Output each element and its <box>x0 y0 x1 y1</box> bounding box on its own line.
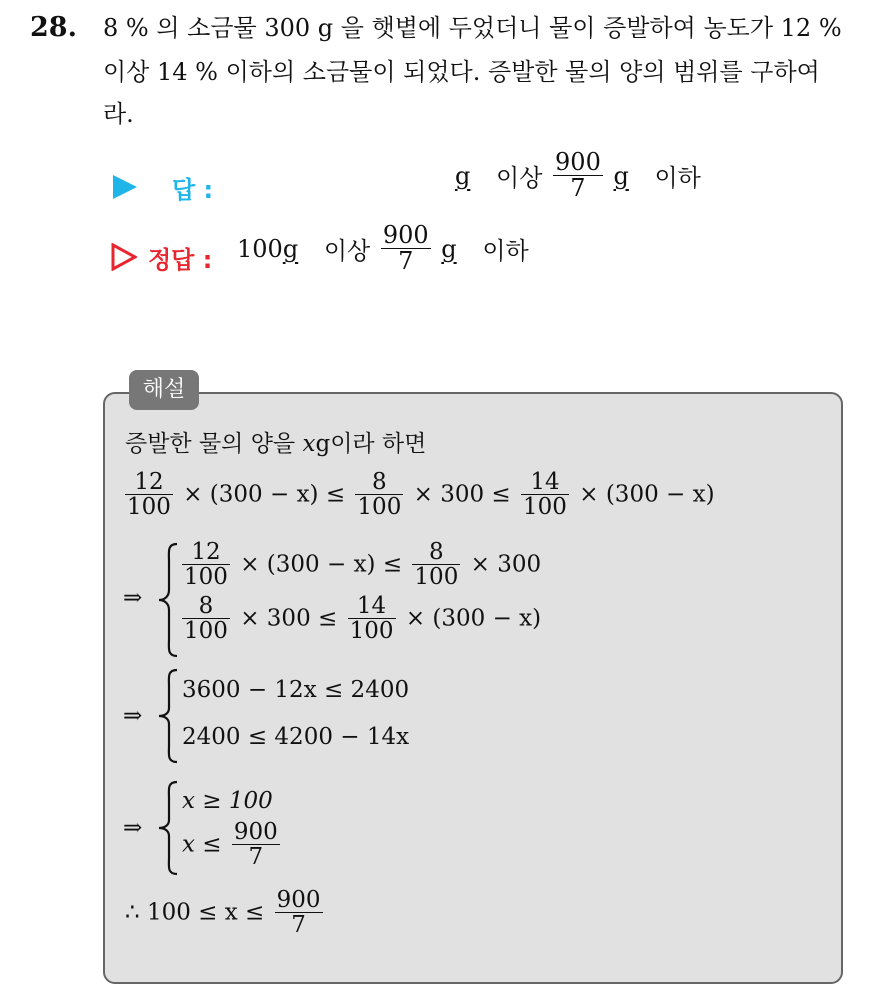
hollow-triangle-icon <box>111 243 137 271</box>
answer-fraction <box>553 150 603 201</box>
explanation-intro <box>125 425 426 458</box>
answer-frac-num: 900 <box>555 148 601 176</box>
question-line-3: 라. <box>103 100 134 128</box>
system1-eq-a: $\frac{12}{100}$ × (300 − x) ≤ $\frac{8}{100}$ × 300 <box>184 539 542 591</box>
arrow-3: ⇒ <box>123 815 143 841</box>
correct-answer-label: 정답 : <box>148 246 213 274</box>
frac-12-100: $\frac{12}{100}$ <box>127 469 171 521</box>
answer-blank-expression <box>455 150 701 201</box>
correct-unit: g <box>282 234 299 263</box>
correct-frac-den: 7 <box>398 247 414 276</box>
answer-between: 이상 <box>496 164 543 193</box>
arrow-1: ⇒ <box>123 585 143 611</box>
question-number: 28. <box>30 12 77 43</box>
correct-frac-num: 900 <box>382 221 429 249</box>
brace-1-icon <box>157 542 179 658</box>
explanation-tab: 해설 <box>129 370 199 410</box>
l1-mid-3: × (300 − x) <box>579 481 715 508</box>
play-triangle-icon <box>113 175 137 199</box>
answer-end: 이하 <box>654 164 701 193</box>
correct-fraction <box>381 223 431 274</box>
answer-frac-den: 7 <box>570 174 586 203</box>
brace-3-icon <box>157 780 179 876</box>
answer-unit: g <box>455 161 471 190</box>
system3-eq-a: x ≥ 100 <box>182 788 273 814</box>
intro-variable: x <box>302 431 316 457</box>
answer-label: 답 : <box>172 176 214 204</box>
correct-value: 100 <box>237 234 283 263</box>
answer-unit-2: g <box>613 161 629 190</box>
system2-eq-b: 2400 ≤ 4200 − 14x <box>182 724 410 750</box>
correct-between: 이상 <box>323 237 371 266</box>
system3-eq-b: x ≤ $\frac{900}{7}$ <box>182 819 278 871</box>
system1-eq-b: $\frac{8}{100}$ × 300 ≤ $\frac{14}{100}$ × (300 − x) <box>184 593 542 645</box>
correct-answer-expression <box>237 223 529 274</box>
l1-mid-1: × (300 − x) ≤ <box>183 481 346 508</box>
frac-14-100: $\frac{14}{100}$ <box>523 469 567 521</box>
l1-mid-2: × 300 ≤ <box>413 481 511 508</box>
correct-unit-2: g <box>441 234 457 263</box>
correct-end: 이하 <box>482 237 529 266</box>
inequality-line-1 <box>125 470 715 519</box>
brace-2-icon <box>157 668 179 764</box>
intro-post: 이라 하면 <box>330 431 427 457</box>
system2-eq-a: 3600 − 12x ≤ 2400 <box>182 677 410 703</box>
question-line-2: 이상 14 % 이하의 소금물이 되었다. 증발한 물의 양의 범위를 구하여 <box>103 58 820 86</box>
intro-text: 증발한 물의 양을 <box>125 431 296 457</box>
question-line-1: 8 % 의 소금물 300 g 을 햇볕에 두었더니 물이 증발하여 농도가 12 % <box>103 14 842 42</box>
final-result: ∴ 100 ≤ x ≤ $\frac{900}{7}$ <box>125 887 321 939</box>
intro-unit: g <box>315 431 331 457</box>
arrow-2: ⇒ <box>123 703 143 729</box>
frac-8-100: $\frac{8}{100}$ <box>357 469 402 521</box>
